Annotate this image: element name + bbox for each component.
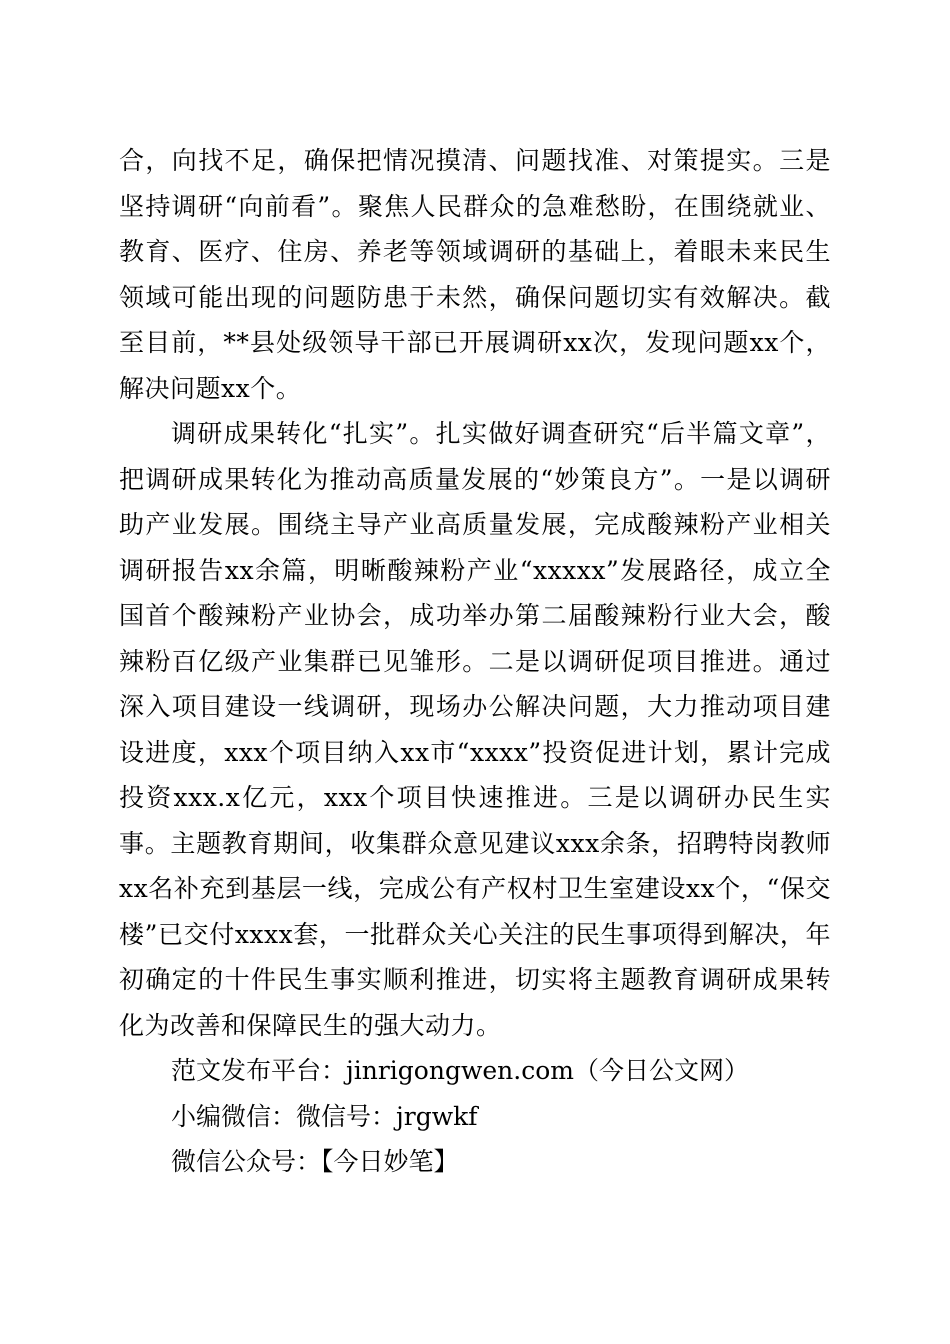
paragraph-continuation: 合，向找不足，确保把情况摸清、问题找准、对策提实。三是坚持调研“向前看”。聚焦人民群众的急难愁盼，在围绕就业、教育、医疗、住房、养老等领域调研的基础上，着眼未来民生领域可能出现的问题防患于未然，确保问题切实有效解决。截至目前，**县处级领导干部已开展调研xx次，发现问题xx个，解决问题xx个。 bbox=[119, 146, 831, 403]
document-body bbox=[119, 138, 831, 1185]
footer-official-account: 微信公众号：【今日妙笔】 bbox=[171, 1147, 459, 1176]
footer-wechat: 小编微信：微信号：jrgwkf bbox=[171, 1101, 478, 1131]
paragraph-research-results: 调研成果转化“扎实”。扎实做好调查研究“后半篇文章”，把调研成果转化为推动高质量发展的“妙策良方”。一是以调研助产业发展。围绕主导产业高质量发展，完成酸辣粉产业相关调研报告xx余篇，明晰酸辣粉产业“xxxxx”发展路径，成立全国首个酸辣粉产业协会，成功举办第二届酸辣粉行业大会，酸辣粉百亿级产业集群已见雏形。二是以调研促项目推进。通过深入项目建设一线调研，现场办公解决问题，大力推动项目建设进度，xxx个项目纳入xx市“xxxx”投资促进计划，累计完成投资xxx.x亿元，xxx个项目快速推进。三是以调研办民生实事。主题教育期间，收集群众意见建议xxx余条，招聘特岗教师xx名补充到基层一线，完成公有产权村卫生室建设xx个，“保交楼”已交付xxxx套，一批群众关心关注的民生事项得到解决，年初确定的十件民生事实顺利推进，切实将主题教育调研成果转化为改善和保障民生的强大动力。 bbox=[119, 419, 831, 1040]
footer-platform: 范文发布平台：jinrigongwen.com（今日公文网） bbox=[171, 1056, 749, 1085]
